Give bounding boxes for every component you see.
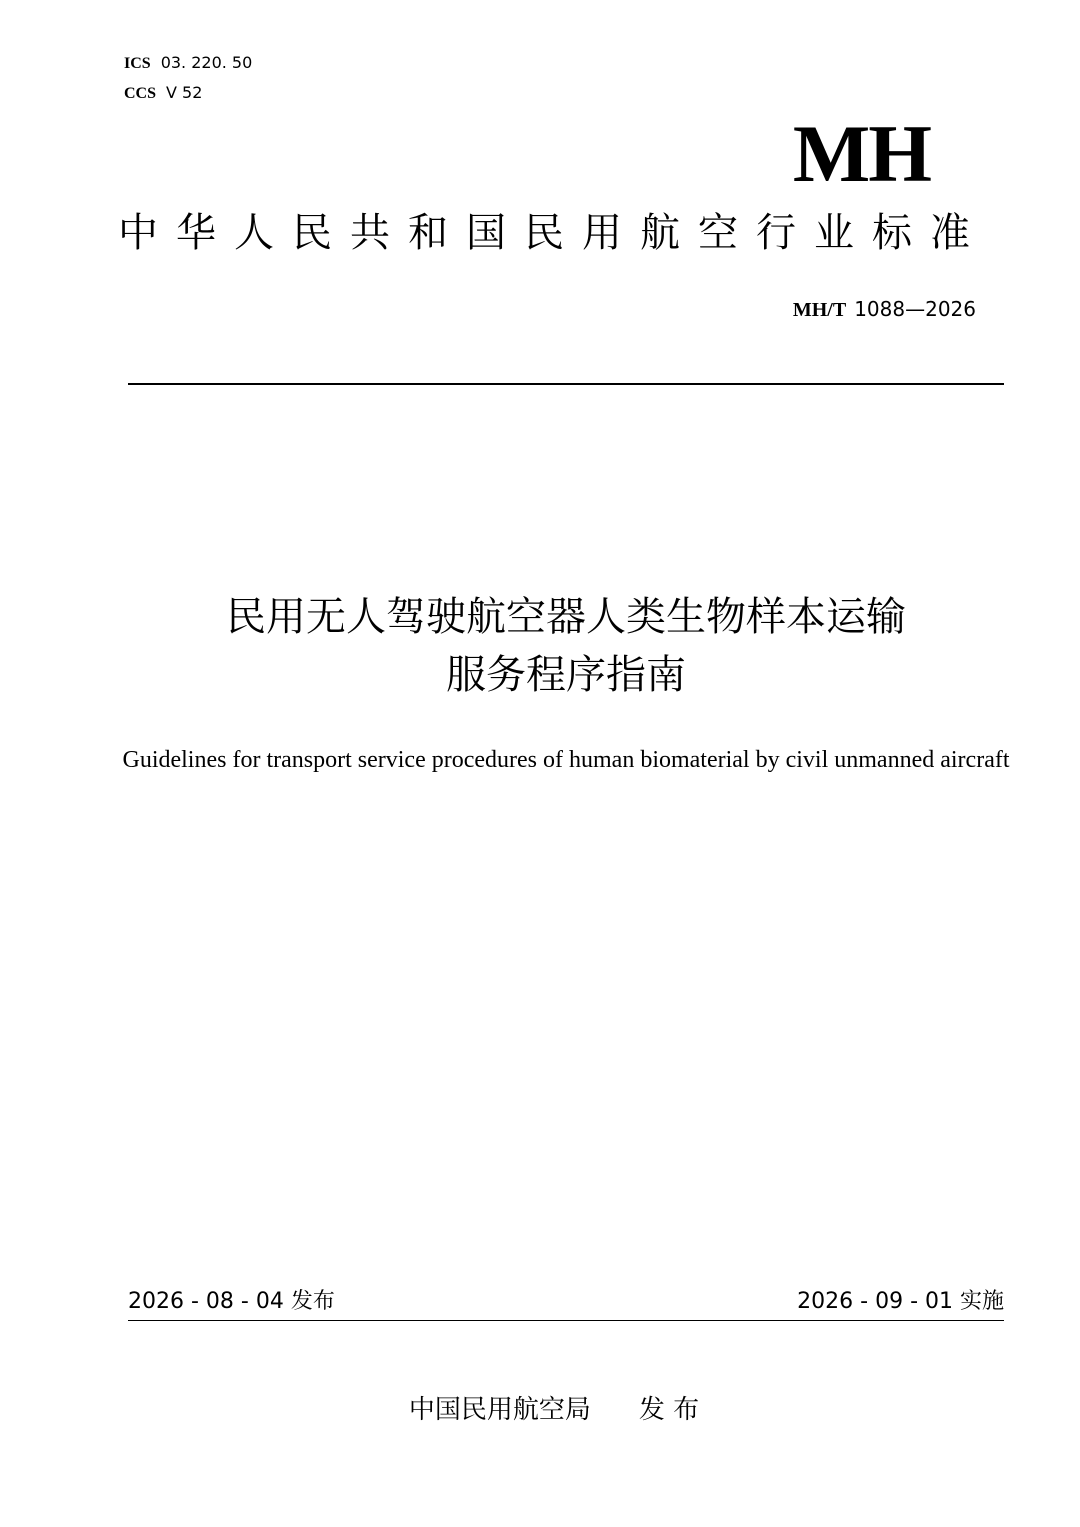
document-title-en: Guidelines for transport service procedures of human biomaterial by civil unmanned aircraft (122, 747, 1010, 773)
ccs-code (124, 83, 202, 104)
standard-number (793, 295, 976, 324)
standard-prefix: MH/T (792, 299, 847, 321)
title-zh-line-1: 民用无人驾驶航空器人类生物样本运输 (226, 594, 906, 640)
title-zh-line-2: 服务程序指南 (446, 652, 686, 698)
ccs-label: CCS (124, 85, 157, 102)
ics-value: 03. 220. 50 (160, 53, 253, 72)
implementation-date: 2026 - 09 - 01 实施 (797, 1289, 1004, 1314)
standard-number-value: 1088—2026 (854, 297, 976, 321)
ics-code (124, 53, 252, 74)
bottom-divider (128, 1320, 1004, 1321)
ics-label: ICS (124, 55, 151, 72)
publisher-line (0, 1392, 1080, 1428)
publisher-action: 发 布 (638, 1395, 700, 1425)
issue-date: 2026 - 08 - 04 发布 (128, 1289, 335, 1314)
industry-standard-title: 中华人民共和国民用航空行业标准 (118, 210, 988, 256)
mh-logo: MH (792, 108, 930, 199)
document-title-zh (60, 588, 1072, 704)
ccs-value: V 52 (166, 83, 203, 102)
top-divider (128, 383, 1004, 385)
publisher-name: 中国民用航空局 (408, 1395, 591, 1425)
